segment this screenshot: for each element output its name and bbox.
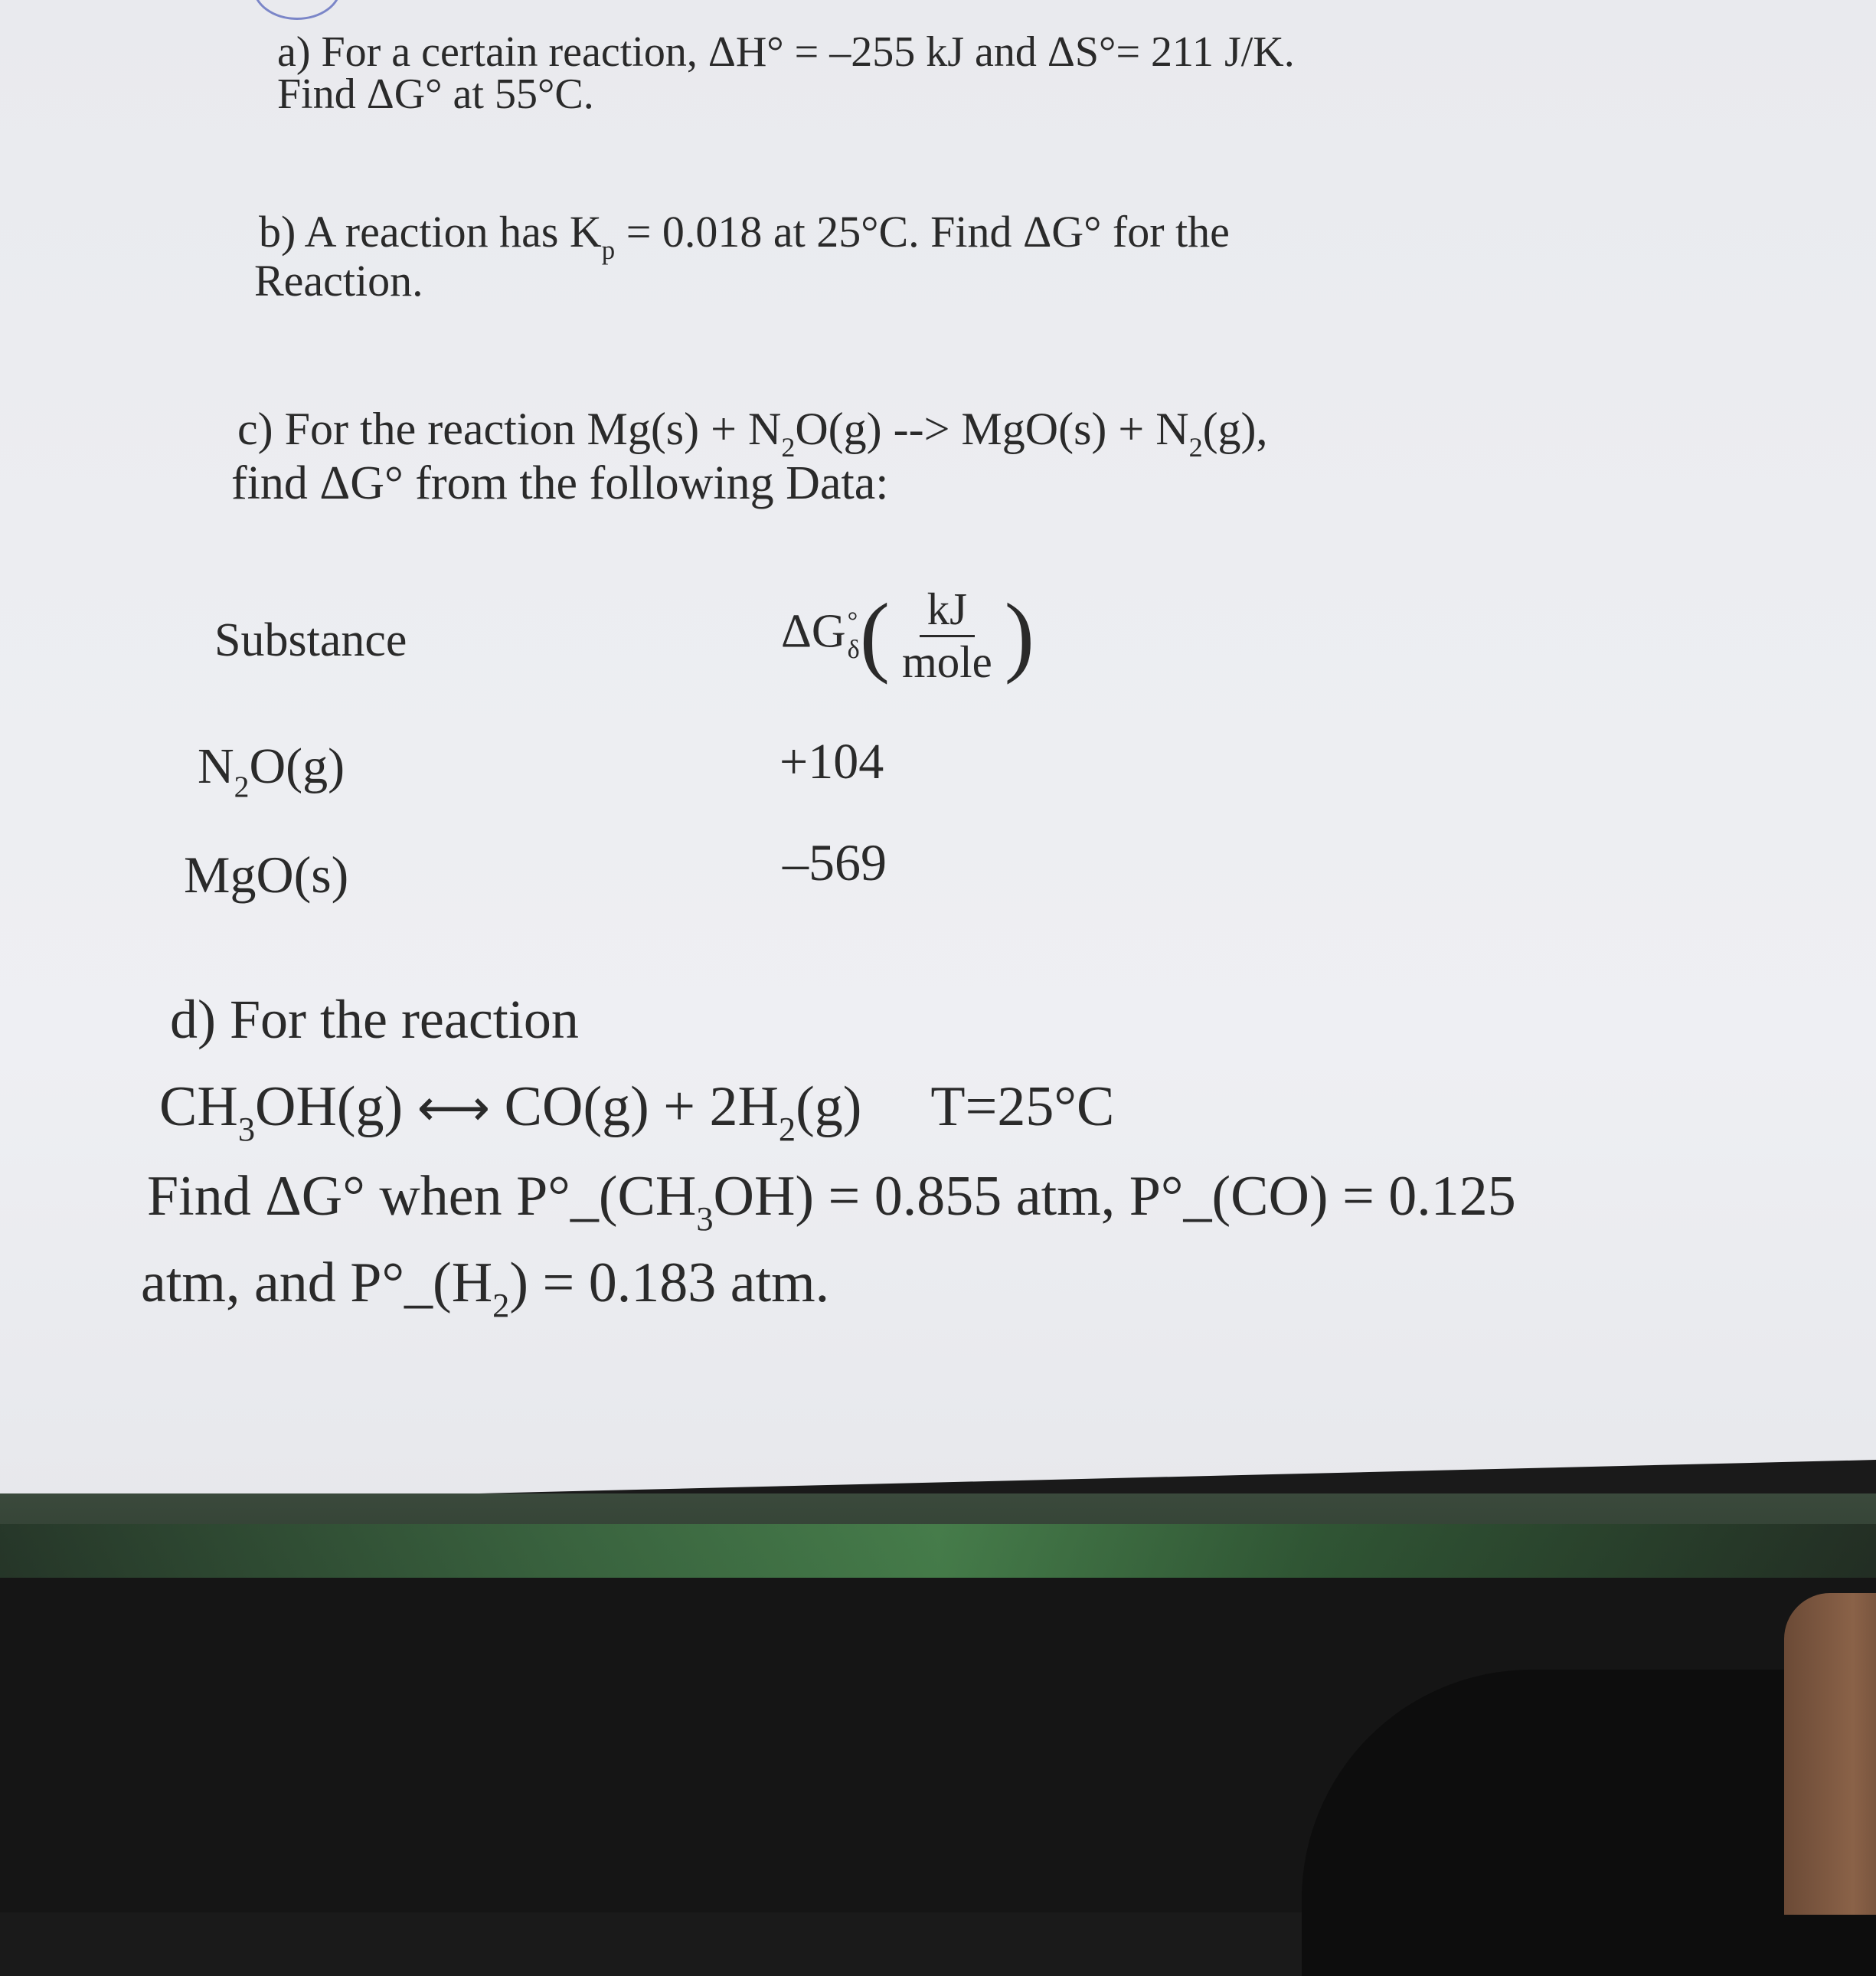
- ch3-subscript: 3: [696, 1199, 714, 1238]
- eq-text-c: CO(g) + 2H: [490, 1075, 779, 1138]
- unit-fraction: [894, 586, 1000, 686]
- part-d-line-3: [147, 1165, 1516, 1238]
- table-row-substance: [198, 738, 345, 803]
- formula-subscript: 2: [234, 769, 250, 803]
- part-c-text-c: (g),: [1202, 404, 1268, 454]
- part-c-text-a: c) For the reaction Mg(s) + N: [237, 404, 782, 454]
- eq-subscript: 2: [778, 1109, 796, 1148]
- eq-text-a: CH: [159, 1075, 238, 1138]
- table-row-substance: MgO(s): [184, 846, 349, 904]
- line3-text-b: OH) = 0.855 atm, P°_(CO) = 0.125: [713, 1165, 1516, 1228]
- unit-denominator: mole: [901, 636, 992, 687]
- table-header-delta-g: ΔG ° δ ( $\frac{kJ}{\text{mole}}$ ): [781, 584, 1034, 687]
- line4-text-b: ) = 0.183 atm.: [509, 1251, 830, 1314]
- kp-subscript: p: [601, 234, 616, 265]
- part-d-equation: [159, 1075, 1115, 1148]
- delta-subscript: δ: [847, 636, 860, 665]
- part-b-line-2: Reaction.: [254, 256, 423, 306]
- table-row-value: –569: [783, 833, 887, 891]
- formula-rest: O(g): [249, 738, 345, 794]
- part-c-line-2: find ΔG° from the following Data:: [231, 457, 889, 509]
- part-b-text-rest: = 0.018 at 25°C. Find ΔG° for the: [615, 207, 1230, 257]
- h2-subscript: 2: [492, 1285, 510, 1324]
- table-row-value: +104: [779, 734, 884, 790]
- equilibrium-arrow-icon: ⟷: [417, 1078, 491, 1137]
- formula: N: [198, 738, 234, 794]
- part-a-line-1: a) For a certain reaction, ΔH° = –255 kJ and ΔS°= 211 J/K.: [277, 28, 1295, 76]
- part-a-line-2: Find ΔG° at 55°C.: [277, 70, 594, 118]
- line3-text-a: Find ΔG° when P°_(CH: [147, 1165, 697, 1228]
- part-b-line-1: [259, 207, 1230, 265]
- delta-g-symbol: ΔG: [781, 605, 846, 658]
- part-d-line-1: d) For the reaction: [170, 989, 579, 1050]
- n2-subscript: 2: [1188, 432, 1203, 463]
- part-c-line-1: [237, 404, 1268, 463]
- table-header-substance: Substance: [214, 614, 407, 666]
- eq-text-d: (g): [796, 1075, 862, 1138]
- green-strip: [0, 1524, 1876, 1578]
- part-b-text: b) A reaction has K: [259, 207, 602, 257]
- degree-superscript: °: [847, 607, 858, 636]
- part-d-line-4: [141, 1251, 830, 1324]
- line4-text-a: atm, and P°_(H: [141, 1251, 493, 1314]
- knee: [1784, 1593, 1876, 1915]
- eq-temperature: T=25°C: [930, 1075, 1115, 1138]
- unit-numerator: kJ: [920, 586, 975, 637]
- eq-subscript: 3: [237, 1109, 256, 1148]
- part-c-text-b: O(g) --> MgO(s) + N: [795, 404, 1189, 454]
- n2-subscript: 2: [781, 432, 796, 463]
- eq-text-b: OH(g): [255, 1075, 417, 1138]
